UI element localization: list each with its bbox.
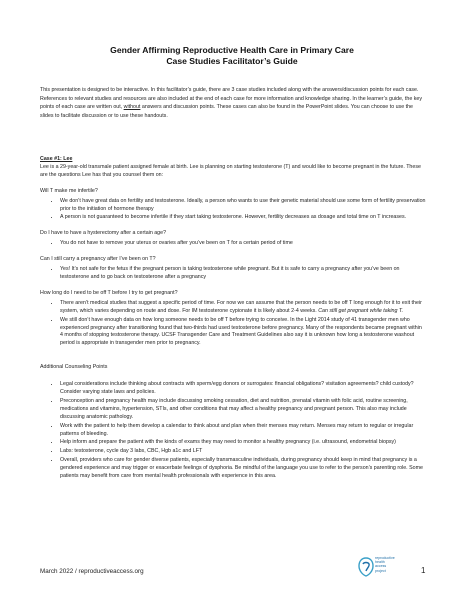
additional-item: • Overall, providers who care for gender diverse patients, especially transmasculine individuals, during pregnancy should keep in mind that pregnancy is a gendered experience and may trigger or exacerbate feelings of dysphoria. Be mindful of the language you use to refer to the person’s parenting role. Some patients may benefit from care from mental health professionals with experience in this area.	[60, 457, 426, 481]
question-4	[40, 290, 426, 348]
rhap-logo	[357, 556, 417, 580]
intro-text-1: This presentation is designed to be interactive. In this facilitator’s guide, there are 3 case studies included along with the answers/discussion points for each case. References to relevant studies and resources are also included at the end of each case for more information and knowledge sharing. In the learner’s guide, the key points of each case are written out,	[40, 87, 422, 111]
answer-item: • We don’t have great data on fertility and testosterone. Ideally, a person who wants to use their genetic material should use some form of fertility preservation prior to the initiation of hormone therapy	[60, 198, 426, 214]
additional-item: • Help inform and prepare the patient with the kinds of exams they may need to monitor a healthy pregnancy (i.e. ultrasound, endometrial biopsy)	[60, 439, 426, 447]
title-line-2: Case Studies Facilitator’s Guide	[166, 56, 298, 66]
title-line-1: Gender Affirming Reproductive Health Care in Primary Care	[110, 45, 354, 55]
additional-heading: Additional Counseling Points	[40, 364, 108, 371]
case-section	[40, 156, 426, 482]
answer-list	[40, 198, 426, 223]
answer-item: • A person is not guaranteed to become infertile if they start taking testosterone. However, fertility decreases as dosage and total time on T increases.	[60, 214, 426, 222]
additional-list	[40, 381, 426, 481]
intro-text-2: answers and discussion points. These cases can also be found in the PowerPoint slides. You can choose to use the slides to facilitate discussion or to use these handouts.	[40, 104, 413, 119]
logo-mark-icon	[357, 556, 375, 578]
intro-paragraph	[40, 86, 425, 120]
answer-list	[40, 266, 426, 282]
additional-item: • Legal considerations include thinking about contracts with sperm/egg donors or surrogates: financial obligations? visitation agreements? child custody? Consider varying state laws and policies.	[60, 381, 426, 397]
answer-text: There aren’t medical studies that suggest a specific period of time. For now we can assume that the person needs to be off T long enough for it to exit their system, which varies depending on route and dose. For IM testosterone cypionate it is likely about 2-4 weeks.	[60, 299, 422, 314]
answer-emphasis: Can still get pregnant while taking T.	[318, 307, 404, 314]
additional-item: • Work with the patient to help them develop a calendar to think about and plan when their menses may return. Menses may return to regular or irregular patterns of bleeding.	[60, 423, 426, 439]
question-text: Will T make me infertile?	[40, 187, 98, 194]
question-text: How long do I need to be off T before I try to get pregnant?	[40, 289, 178, 296]
question-text: Can I still carry a pregnancy after I’ve been on T?	[40, 256, 156, 263]
answer-list	[40, 240, 426, 248]
logo-text: reproductive health access project	[375, 556, 395, 573]
question-1	[40, 188, 426, 223]
question-2	[40, 230, 426, 248]
additional-item: • Labs: testosterone, cycle day 3 labs, CBC, Hgb a1c and LFT	[60, 448, 426, 456]
question-3	[40, 256, 426, 282]
answer-item: • Yes! It’s not safe for the fetus if the pregnant person is taking testosterone while pregnant. But it is safe to carry a pregnancy after you’ve been on testosterone and to go back on testosterone after a pregnancy	[60, 266, 426, 282]
document-title	[40, 45, 424, 67]
page-number: 1	[421, 566, 426, 575]
answer-list	[40, 300, 426, 348]
additional-item: • Preconception and pregnancy health may include discussing smoking cessation, diet and nutrition, prenatal vitamin with folic acid, routine screening, medications and vitamins, hypertension, STIs, and other conditions that may affect a healthy pregnancy and pregnant person. This also may include discussing anatomic pathology.	[60, 398, 426, 422]
case-intro: Lee is a 29-year-old transmale patient assigned female at birth. Lee is planning on starting testosterone (T) and would like to become pregnant in the future. These are the questions Lee has that you counsel them on:	[40, 163, 421, 178]
footer-text: March 2022 / reproductiveaccess.org	[40, 568, 144, 575]
additional-counseling-section	[40, 364, 426, 481]
case-heading: Case #1: Lee	[40, 156, 73, 162]
answer-item: • We still don’t have enough data on how long someone needs to be off T before trying to conceive. In the Light 2014 study of 41 transgender men who experienced pregnancy after transitioning found that two-thirds had used testosterone before pregnancy. Many of the respondents became pregnant within 4 months of stopping testosterone therapy. UCSF Transgender Care and Treatment Guidelines also say it is unknown how long a testosterone washout period is appropriate in transgender men prior to pregnancy.	[60, 317, 426, 349]
answer-item: • You do not have to remove your uterus or ovaries after you’ve been on T for a certain period of time	[60, 240, 426, 248]
answer-item	[60, 300, 426, 316]
question-text: Do I have to have a hysterectomy after a certain age?	[40, 230, 167, 237]
intro-underlined-word: without	[123, 104, 141, 111]
